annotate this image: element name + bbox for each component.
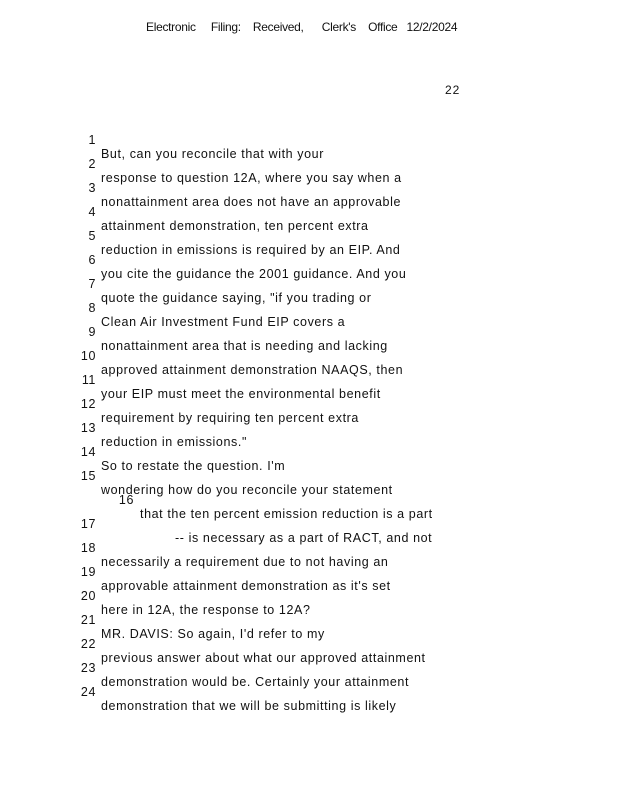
line-text: wondering how do you reconcile your statement [101,483,393,497]
line-number: 18 [80,541,96,555]
line-text: necessarily a requirement due to not having an [101,555,389,569]
line-number: 15 [80,469,96,483]
line-number: 1 [88,133,96,147]
page-number: 22 [445,83,461,97]
line-number: 19 [80,565,96,579]
line-number: 21 [80,613,96,627]
line-text: your EIP must meet the environmental benefit [101,387,381,401]
line-text: reduction in emissions is required by an EIP. And [101,243,401,257]
line-number: 13 [80,421,96,435]
line-number: 24 [80,685,96,699]
line-text: MR. DAVIS: So again, I'd refer to my [101,627,325,641]
line-text: requirement by requiring ten percent extra [101,411,359,425]
line-number: 6 [88,253,96,267]
line-text: approved attainment demonstration NAAQS, then [101,363,404,377]
line-number: 14 [80,445,96,459]
line-text: you cite the guidance the 2001 guidance. And you [101,267,407,281]
line-number: 5 [88,229,96,243]
line-text: quote the guidance saying, "if you trading or [101,291,372,305]
line-number: 4 [88,205,96,219]
line-text: Clean Air Investment Fund EIP covers a [101,315,346,329]
line-number: 17 [80,517,96,531]
line-text: reduction in emissions." [101,435,247,449]
line-number: 9 [88,325,96,339]
line-text: nonattainment area does not have an approvable [101,195,402,209]
line-number: 20 [80,589,96,603]
transcript-line [0,119,324,161]
line-text: that the ten percent emission reduction is a part [140,507,433,521]
line-number: 11 [81,373,96,387]
line-number: 16 [118,493,134,507]
line-text: attainment demonstration, ten percent extra [101,219,369,233]
line-text: response to question 12A, where you say when a [101,171,402,185]
line-text: approvable attainment demonstration as it's set [101,579,391,593]
line-text: -- is necessary as a part of RACT, and not [175,531,433,545]
line-number: 7 [88,277,96,291]
electronic-filing-header: Electronic Filing: Received, Clerk's Office 12/2/2024 [146,20,458,34]
line-text: demonstration that we will be submitting is likely [101,699,397,713]
line-number: 23 [80,661,96,675]
line-number: 10 [80,349,96,363]
line-number: 12 [80,397,96,411]
line-text: previous answer about what our approved attainment [101,651,426,665]
line-text: But, can you reconcile that with your [101,147,324,161]
line-number: 8 [88,301,96,315]
line-number: 22 [80,637,96,651]
line-number: 2 [88,157,96,171]
line-text: demonstration would be. Certainly your attainment [101,675,410,689]
line-text: So to restate the question. I'm [101,459,286,473]
line-text: here in 12A, the response to 12A? [101,603,311,617]
line-number: 3 [88,181,96,195]
line-text: nonattainment area that is needing and lacking [101,339,388,353]
